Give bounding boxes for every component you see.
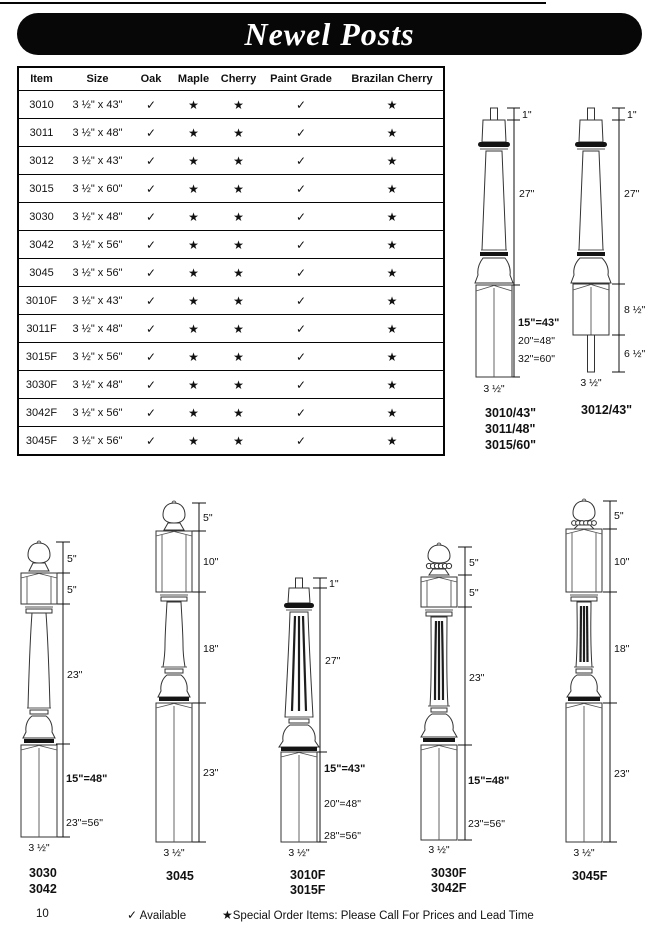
paint-grade-availability-cell: ✓ — [261, 175, 341, 203]
item-label: 3030F — [431, 866, 467, 880]
item-number-cell: 3030F — [18, 371, 64, 399]
size-cell: 3 ½" x 56" — [64, 399, 131, 427]
dim-block-2: 20"=48" — [518, 335, 555, 347]
item-number-cell: 3010 — [18, 91, 64, 119]
size-cell: 3 ½" x 56" — [64, 427, 131, 456]
cherry-availability-cell: ★ — [216, 287, 261, 315]
maple-availability-cell: ★ — [171, 371, 216, 399]
dim-block-3: 32"=60" — [518, 353, 555, 365]
drawing-post-3012 — [555, 98, 651, 428]
dimension-lines — [603, 501, 617, 842]
item-label: 3030 — [29, 866, 57, 880]
brazilian-cherry-availability-cell: ★ — [341, 371, 444, 399]
cherry-availability-cell: ★ — [216, 231, 261, 259]
brazilian-cherry-availability-cell: ★ — [341, 119, 444, 147]
col-header-oak: Oak — [140, 73, 162, 85]
size-cell: 3 ½" x 43" — [64, 91, 131, 119]
maple-availability-cell: ★ — [171, 203, 216, 231]
paint-grade-availability-cell: ✓ — [261, 119, 341, 147]
maple-availability-cell: ★ — [171, 231, 216, 259]
col-header-cherry: Cherry — [220, 73, 257, 85]
maple-availability-cell: ★ — [171, 91, 216, 119]
col-header-size: Size — [86, 73, 109, 85]
col-header-brazilian-cherry: Brazilan Cherry — [351, 73, 433, 85]
table-row — [18, 371, 444, 399]
drawing-post-3045f — [520, 495, 651, 899]
dim-block-2: 20"=48" — [324, 798, 361, 810]
drawing-post-3030-group — [8, 530, 130, 898]
dim-top-block: 5" — [469, 587, 479, 599]
cherry-availability-cell: ★ — [216, 119, 261, 147]
brazilian-cherry-availability-cell: ★ — [341, 259, 444, 287]
maple-availability-cell: ★ — [171, 399, 216, 427]
dim-finial: 5" — [203, 512, 213, 524]
drawing-post-3045 — [140, 495, 266, 899]
title-banner — [17, 13, 642, 55]
table-row — [18, 119, 444, 147]
dim-base-width: 3 ½" — [163, 847, 185, 859]
maple-availability-cell: ★ — [171, 147, 216, 175]
size-cell: 3 ½" x 48" — [64, 203, 131, 231]
dim-turning: 18" — [203, 643, 219, 655]
item-label: 3010F — [290, 868, 326, 882]
oak-availability-cell: ✓ — [131, 287, 171, 315]
maple-availability-cell: ★ — [171, 119, 216, 147]
table-row — [18, 343, 444, 371]
dim-top: 1" — [522, 109, 532, 121]
dim-turning: 23" — [469, 672, 485, 684]
brazilian-cherry-availability-cell: ★ — [341, 343, 444, 371]
cherry-availability-cell: ★ — [216, 399, 261, 427]
brazilian-cherry-availability-cell: ★ — [341, 427, 444, 456]
cherry-availability-cell: ★ — [216, 203, 261, 231]
paint-grade-availability-cell: ✓ — [261, 147, 341, 175]
cherry-availability-cell: ★ — [216, 427, 261, 456]
brazilian-cherry-availability-cell: ★ — [341, 203, 444, 231]
size-cell: 3 ½" x 48" — [64, 119, 131, 147]
brazilian-cherry-availability-cell: ★ — [341, 147, 444, 175]
dim-bottom-block: 23" — [203, 767, 219, 779]
drawing-post-3030f-group — [398, 530, 524, 898]
maple-availability-cell: ★ — [171, 315, 216, 343]
item-label: 3015/60" — [485, 438, 537, 452]
available-legend — [127, 908, 186, 922]
dim-block-bold: 15"=48" — [468, 775, 510, 787]
oak-availability-cell: ✓ — [131, 91, 171, 119]
dim-top: 1" — [627, 109, 637, 121]
drawing-post-3010-group — [450, 98, 570, 453]
col-header-paint-grade: Paint Grade — [270, 73, 332, 85]
oak-availability-cell: ✓ — [131, 427, 171, 456]
item-number-cell: 3011 — [18, 119, 64, 147]
maple-availability-cell: ★ — [171, 343, 216, 371]
item-label: 3011/48" — [485, 422, 536, 436]
dim-block-bold: 15"=48" — [66, 773, 108, 785]
dim-base-width: 3 ½" — [28, 842, 50, 854]
dim-block-3: 28"=56" — [324, 830, 361, 842]
size-cell: 3 ½" x 56" — [64, 259, 131, 287]
cherry-availability-cell: ★ — [216, 371, 261, 399]
col-header-item: Item — [30, 73, 53, 85]
dim-finial: 5" — [614, 510, 624, 522]
top-rule — [0, 2, 546, 4]
table-row — [18, 259, 444, 287]
post-outline — [21, 541, 57, 837]
dim-top-block: 5" — [67, 584, 77, 596]
special-order-legend — [222, 908, 534, 922]
page-number: 10 — [36, 908, 49, 920]
dim-bottom-block: 23" — [614, 768, 630, 780]
size-cell: 3 ½" x 48" — [64, 315, 131, 343]
size-cell: 3 ½" x 48" — [64, 371, 131, 399]
paint-grade-availability-cell: ✓ — [261, 315, 341, 343]
paint-grade-availability-cell: ✓ — [261, 259, 341, 287]
post-outline — [566, 499, 602, 842]
paint-grade-availability-cell: ✓ — [261, 91, 341, 119]
item-number-cell: 3042F — [18, 399, 64, 427]
brazilian-cherry-availability-cell: ★ — [341, 315, 444, 343]
size-cell: 3 ½" x 43" — [64, 147, 131, 175]
table-row — [18, 287, 444, 315]
page-title: Newel Posts — [244, 16, 415, 52]
dim-base-width: 3 ½" — [573, 847, 595, 859]
dim-dowel: 6 ½" — [624, 348, 646, 360]
table-row — [18, 315, 444, 343]
size-cell: 3 ½" x 56" — [64, 343, 131, 371]
post-outline — [421, 543, 457, 840]
item-label: 3012/43" — [581, 403, 633, 417]
drawing-post-3010f-group — [262, 560, 388, 902]
cherry-availability-cell: ★ — [216, 147, 261, 175]
size-cell: 3 ½" x 56" — [64, 231, 131, 259]
dim-base-width: 3 ½" — [483, 383, 505, 395]
item-label: 3045F — [572, 869, 608, 883]
table-header-row — [18, 67, 444, 91]
dim-upper-block: 8 ½" — [624, 304, 646, 316]
oak-availability-cell: ✓ — [131, 315, 171, 343]
paint-grade-availability-cell: ✓ — [261, 399, 341, 427]
table-row — [18, 399, 444, 427]
oak-availability-cell: ✓ — [131, 343, 171, 371]
post-outline — [571, 108, 611, 372]
dim-block-2: 23"=56" — [66, 817, 103, 829]
dimension-lines — [612, 108, 625, 372]
special-order-legend-text: Special Order Items: Please Call For Prices and Lead Time — [232, 910, 534, 922]
item-number-cell: 3015 — [18, 175, 64, 203]
paint-grade-availability-cell: ✓ — [261, 343, 341, 371]
paint-grade-availability-cell: ✓ — [261, 231, 341, 259]
oak-availability-cell: ✓ — [131, 147, 171, 175]
oak-availability-cell: ✓ — [131, 399, 171, 427]
dim-block-2: 23"=56" — [468, 818, 505, 830]
dim-turning: 18" — [614, 643, 630, 655]
item-label: 3042F — [431, 881, 467, 895]
dim-turning: 27" — [624, 188, 640, 200]
newel-post-spec-table — [17, 66, 445, 456]
dim-turning: 27" — [519, 188, 535, 200]
maple-availability-cell: ★ — [171, 427, 216, 456]
dim-finial: 5" — [67, 553, 77, 565]
item-label: 3015F — [290, 883, 326, 897]
item-number-cell: 3015F — [18, 343, 64, 371]
maple-availability-cell: ★ — [171, 287, 216, 315]
table-row — [18, 175, 444, 203]
item-number-cell: 3045 — [18, 259, 64, 287]
dim-top-block: 10" — [203, 556, 219, 568]
col-header-maple: Maple — [177, 73, 210, 85]
brazilian-cherry-availability-cell: ★ — [341, 287, 444, 315]
item-number-cell: 3045F — [18, 427, 64, 456]
table-row — [18, 91, 444, 119]
item-number-cell: 3011F — [18, 315, 64, 343]
item-number-cell: 3030 — [18, 203, 64, 231]
dim-top: 1" — [329, 578, 339, 590]
brazilian-cherry-availability-cell: ★ — [341, 399, 444, 427]
table-row — [18, 231, 444, 259]
post-outline — [475, 108, 513, 377]
brazilian-cherry-availability-cell: ★ — [341, 91, 444, 119]
dim-top-block: 10" — [614, 556, 630, 568]
dim-block-bold: 15"=43" — [518, 317, 560, 329]
table-row — [18, 427, 444, 456]
checkmark-icon: ✓ — [127, 908, 138, 922]
cherry-availability-cell: ★ — [216, 91, 261, 119]
post-outline — [279, 578, 319, 842]
paint-grade-availability-cell: ✓ — [261, 371, 341, 399]
brazilian-cherry-availability-cell: ★ — [341, 231, 444, 259]
oak-availability-cell: ✓ — [131, 259, 171, 287]
oak-availability-cell: ✓ — [131, 175, 171, 203]
item-label: 3010/43" — [485, 406, 537, 420]
size-cell: 3 ½" x 60" — [64, 175, 131, 203]
table-row — [18, 147, 444, 175]
available-legend-text: Available — [137, 910, 187, 922]
table-row — [18, 203, 444, 231]
star-icon: ★ — [222, 908, 233, 922]
cherry-availability-cell: ★ — [216, 175, 261, 203]
item-number-cell: 3042 — [18, 231, 64, 259]
paint-grade-availability-cell: ✓ — [261, 287, 341, 315]
dim-base-width: 3 ½" — [428, 844, 450, 856]
size-cell: 3 ½" x 43" — [64, 287, 131, 315]
item-label: 3042 — [29, 882, 57, 896]
oak-availability-cell: ✓ — [131, 231, 171, 259]
paint-grade-availability-cell: ✓ — [261, 203, 341, 231]
item-number-cell: 3012 — [18, 147, 64, 175]
oak-availability-cell: ✓ — [131, 119, 171, 147]
oak-availability-cell: ✓ — [131, 203, 171, 231]
dim-base-width: 3 ½" — [288, 847, 310, 859]
cherry-availability-cell: ★ — [216, 315, 261, 343]
dim-block-bold: 15"=43" — [324, 763, 366, 775]
post-outline — [156, 501, 192, 842]
dim-turning: 27" — [325, 655, 341, 667]
cherry-availability-cell: ★ — [216, 259, 261, 287]
maple-availability-cell: ★ — [171, 259, 216, 287]
item-number-cell: 3010F — [18, 287, 64, 315]
item-label: 3045 — [166, 869, 194, 883]
brazilian-cherry-availability-cell: ★ — [341, 175, 444, 203]
dim-turning: 23" — [67, 669, 83, 681]
dim-base-width: 3 ½" — [580, 377, 602, 389]
oak-availability-cell: ✓ — [131, 371, 171, 399]
dim-finial: 5" — [469, 557, 479, 569]
cherry-availability-cell: ★ — [216, 343, 261, 371]
paint-grade-availability-cell: ✓ — [261, 427, 341, 456]
dimension-lines — [192, 503, 206, 842]
maple-availability-cell: ★ — [171, 175, 216, 203]
